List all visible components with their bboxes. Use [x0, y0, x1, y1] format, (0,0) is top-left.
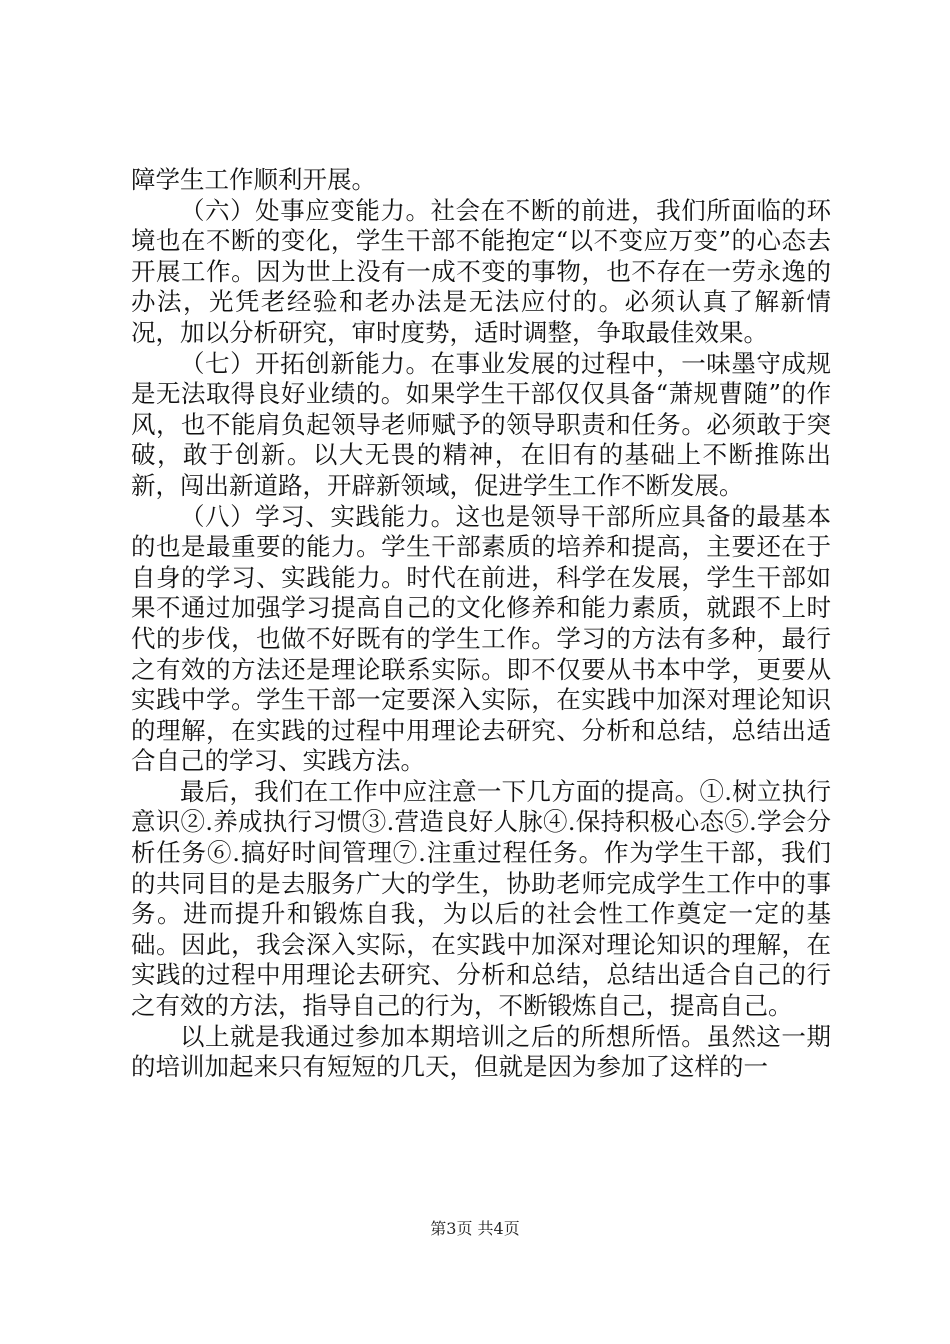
document-body — [131, 165, 831, 1083]
page-footer: 第3页 共4页 — [430, 1219, 520, 1238]
paragraph-innovation: （七）开拓创新能力。在事业发展的过程中，一味墨守成规是无法取得良好业绩的。如果学生干部仅仅具备“萧规曹随”的作风，也不能肩负起领导老师赋予的领导职责和任务。必须敢于突破，敢于创新。以大无畏的精神，在旧有的基础上不断推陈出新，闯出新道路，开辟新领域，促进学生工作不断发展。 — [131, 348, 831, 500]
paragraph-learning-practice: （八）学习、实践能力。这也是领导干部所应具备的最基本的也是最重要的能力。学生干部素质的培养和提高，主要还在于自身的学习、实践能力。时代在前进，科学在发展，学生干部如果不通过加强学习提高自己的文化修养和能力素质，就跟不上时代的步伐，也做不好既有的学生工作。学习的方法有多种，最行之有效的方法还是理论联系实际。即不仅要从书本中学，更要从实践中学。学生干部一定要深入实际，在实践中加深对理论知识的理解，在实践的过程中用理论去研究、分析和总结，总结出适合自己的学习、实践方法。 — [131, 501, 831, 776]
paragraph-conclusion: 最后，我们在工作中应注意一下几方面的提高。①.树立执行意识②.养成执行习惯③.营造良好人脉④.保持积极心态⑤.学会分析任务⑥.搞好时间管理⑦.注重过程任务。作为学生干部，我们的共同目的是去服务广大的学生，协助老师完成学生工作中的事务。进而提升和锻炼自我，为以后的社会性工作奠定一定的基础。因此，我会深入实际，在实践中加深对理论知识的理解，在实践的过程中用理论去研究、分析和总结，总结出适合自己的行之有效的方法，指导自己的行为，不断锻炼自己，提高自己。 — [131, 776, 831, 1021]
paragraph-reflection: 以上就是我通过参加本期培训之后的所想所悟。虽然这一期的培训加起来只有短短的几天，但就是因为参加了这样的一 — [131, 1021, 831, 1082]
paragraph-adaptability: （六）处事应变能力。社会在不断的前进，我们所面临的环境也在不断的变化，学生干部不能抱定“以不变应万变”的心态去开展工作。因为世上没有一成不变的事物，也不存在一劳永逸的办法，光凭老经验和老办法是无法应付的。必须认真了解新情况，加以分析研究，审时度势，适时调整，争取最佳效果。 — [131, 195, 831, 347]
paragraph-continuation: 障学生工作顺利开展。 — [131, 165, 376, 194]
